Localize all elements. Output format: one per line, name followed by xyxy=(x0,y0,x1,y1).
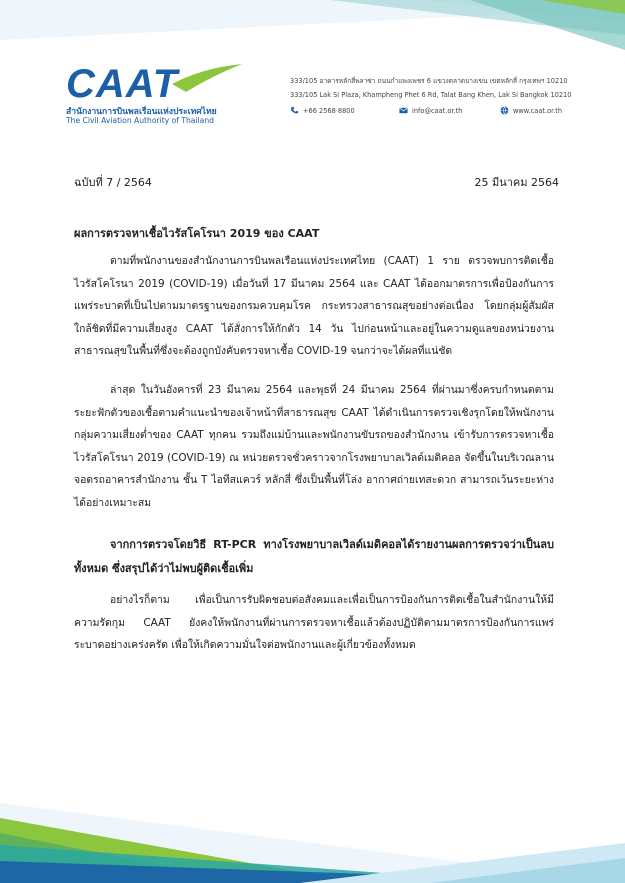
logo-name-thai: สำนักงานการบินพลเรือนแห่งประเทศไทย xyxy=(66,107,217,117)
contact-website xyxy=(500,106,562,115)
contact-phone xyxy=(290,106,355,115)
footer-decoration xyxy=(0,773,625,883)
address-thai: 333/105 อาคารหลักสี่พลาซ่า ถนนกำแพงเพชร 6 แขวงตลาดบางเขน เขตหลักสี่ กรุงเทพฯ 10210 xyxy=(290,77,568,85)
email-address: info@caat.or.th xyxy=(412,106,463,115)
document-number: ฉบับที่ 7 / 2564 xyxy=(74,176,152,189)
address-english: 333/105 Lak Si Plaza, Khampheng Phet 6 Rd, Talat Bang Khen, Lak Si Bangkok 10210 xyxy=(290,91,572,99)
document-date: 25 มีนาคม 2564 xyxy=(474,176,559,189)
globe-icon xyxy=(500,106,509,115)
paragraph-1: ตามที่พนักงานของสำนักงานการบินพลเรือนแห่งประเทศไทย (CAAT) 1 ราย ตรวจพบการติดเชื้อไวรัสโคโรนา 2019 (COVID-19) เมื่อวันที่ 17 มีนาคม 2564 และ CAAT ได้ออกมาตรการเพื่อป้องกันการแพร่ระบาดที่เป็นไปตามมาตรฐานของกรมควบคุมโรค กระทรวงสาธารณสุขอย่างต่อเนื่อง โดยกลุ่มผู้สัมผัสใกล้ชิดที่มีความเสี่ยงสูง CAAT ได้สั่งการให้กักตัว 14 วัน ไปก่อนหน้าและอยู่ในความดูแลของหน่วยงานสาธารณสุขในพื้นที่ซึ่งจะต้องถูกบังคับตรวจหาเชื้อ COVID-19 จนกว่าจะได้ผลที่แน่ชัด xyxy=(74,255,554,358)
email-icon xyxy=(399,106,408,115)
paragraph-4: อย่างไรก็ตาม เพื่อเป็นการรับผิดชอบต่อสังคมและเพื่อเป็นการป้องกันการติดเชื้อในสำนักงานให้มีความรัดกุม CAAT ยังคงให้พนักงานที่ผ่านการตรวจหาเชื้อแล้วต้องปฏิบัติตามมาตรการป้องกันการแพร่ระบาดอย่างเคร่งครัด เพื่อให้เกิดความมั่นใจต่อพนักงานและผู้เกี่ยวข้องทั้งหมด xyxy=(74,594,554,652)
phone-icon xyxy=(290,106,299,115)
paragraph-3-result: จากการตรวจโดยวิธี RT-PCR ทางโรงพยาบาลเวิลด์เมดิคอลได้รายงานผลการตรวจว่าเป็นลบทั้งหมด ซึ่งสรุปได้ว่าไม่พบผู้ติดเชื้อเพิ่ม xyxy=(74,538,554,575)
logo-wordmark: CAAT xyxy=(66,62,179,106)
contact-email xyxy=(399,106,462,115)
header-decoration xyxy=(0,0,625,60)
paragraph-2: ล่าสุด ในวันอังคารที่ 23 มีนาคม 2564 และพุธที่ 24 มีนาคม 2564 ที่ผ่านมาซึ่งครบกำหนดตามระยะฟักตัวของเชื้อตามคำแนะนำของเจ้าหน้าที่สาธารณสุข CAAT ได้ดำเนินการตรวจเชิงรุกโดยให้พนักงานกลุ่มความเสี่ยงต่ำของ CAAT ทุกคน รวมถึงแม่บ้านและพนักงานขับรถของสำนักงาน เข้ารับการตรวจหาเชื้อไวรัสโคโรนา 2019 (COVID-19) ณ หน่วยตรวจชั่วคราวจากโรงพยาบาลเวิลด์เมดิคอล จัดขึ้นในบริเวณลานจอดรถอาคารสำนักงาน ชั้น T ไอทีสแควร์ หลักสี่ ซึ่งเป็นพื้นที่โล่ง อากาศถ่ายเทสะดวก สามารถเว้นระยะห่างได้อย่างเหมาะสม xyxy=(74,384,554,509)
caat-logo xyxy=(66,62,246,132)
logo-name-english: The Civil Aviation Authority of Thailand xyxy=(66,116,214,125)
logo-swoosh-icon xyxy=(164,62,244,102)
document-subject: ผลการตรวจหาเชื้อไวรัสโคโรนา 2019 ของ CAAT xyxy=(74,227,320,240)
website-url: www.caat.or.th xyxy=(513,106,563,115)
phone-number: +66 2568 8800 xyxy=(303,106,355,115)
